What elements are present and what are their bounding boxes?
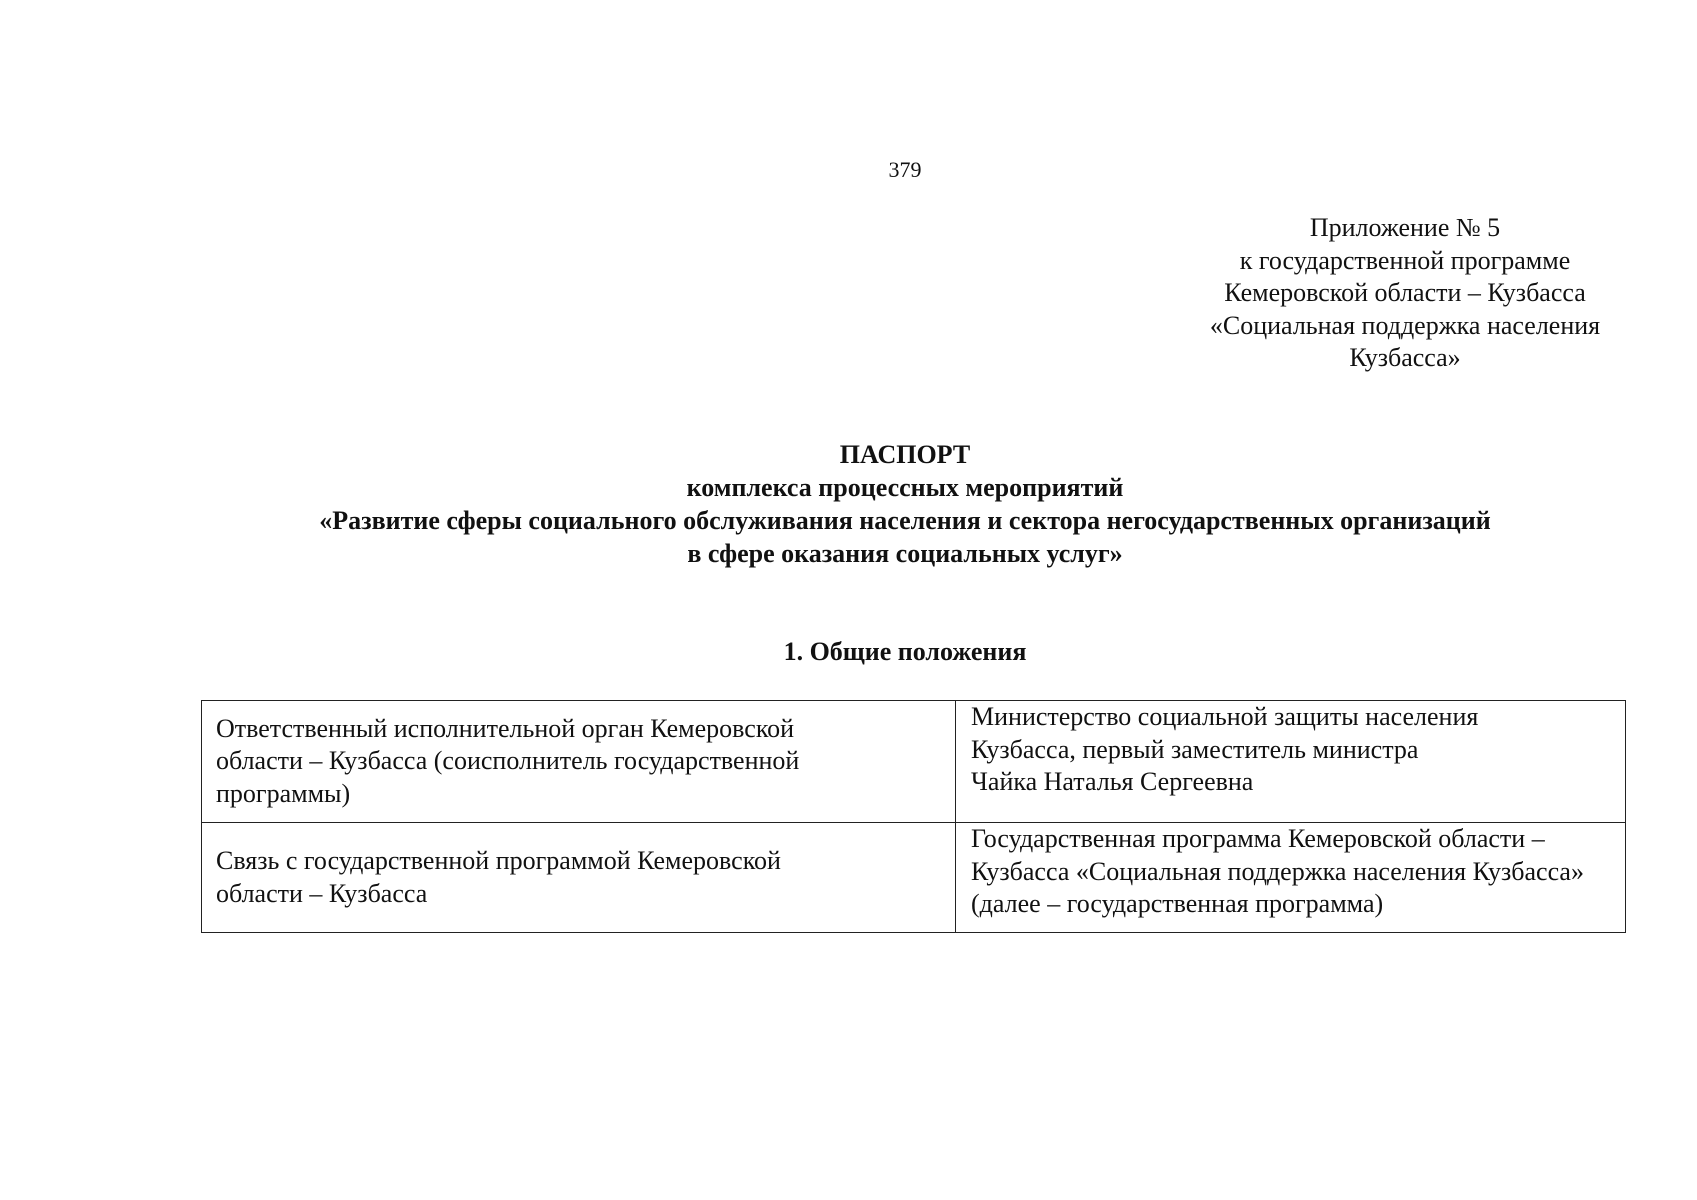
- table-cell-label: [202, 823, 956, 933]
- cell-line: области – Кузбасса: [216, 878, 428, 908]
- table-row: [202, 823, 1626, 933]
- appendix-line: Приложение № 5: [1309, 213, 1501, 242]
- table-cell-value: [956, 823, 1626, 933]
- cell-line: Чайка Наталья Сергеевна: [971, 767, 1254, 796]
- table-cell-label: [202, 701, 956, 823]
- cell-line: Кузбасса «Социальная поддержка населения Кузбасса»: [971, 856, 1584, 886]
- table-cell-value: [956, 701, 1626, 823]
- cell-line: Ответственный исполнительной орган Кемеровской: [216, 713, 795, 743]
- cell-line: области – Кузбасса (соисполнитель государственной: [216, 746, 800, 776]
- appendix-line: «Социальная поддержка населения: [1209, 310, 1601, 340]
- cell-line: (далее – государственная программа): [971, 889, 1384, 918]
- document-title: [0, 438, 1697, 570]
- general-provisions-table: [201, 700, 1626, 933]
- cell-line: Министерство социальной защиты населения: [971, 702, 1479, 731]
- title-line: комплекса процессных мероприятий: [686, 473, 1124, 502]
- appendix-line: Кузбасса»: [1349, 343, 1461, 372]
- appendix-line: Кемеровской области – Кузбасса: [1224, 278, 1586, 307]
- table-row: [202, 701, 1626, 823]
- title-line: в сфере оказания социальных услуг»: [687, 539, 1123, 568]
- appendix-note: [1160, 212, 1650, 375]
- appendix-line: к государственной программе: [1239, 245, 1571, 275]
- section-heading: 1. Общие положения: [783, 637, 1027, 666]
- title-line: «Развитие сферы социального обслуживания населения и сектора негосударственных организаций: [319, 506, 1491, 535]
- cell-line: Кузбасса, первый заместитель министра: [971, 734, 1419, 764]
- cell-line: Связь с государственной программой Кемеровской: [216, 846, 781, 875]
- cell-line: программы): [216, 778, 351, 808]
- cell-line: Государственная программа Кемеровской области –: [971, 824, 1545, 853]
- page-number: 379: [888, 157, 922, 182]
- title-passport: ПАСПОРТ: [839, 440, 971, 469]
